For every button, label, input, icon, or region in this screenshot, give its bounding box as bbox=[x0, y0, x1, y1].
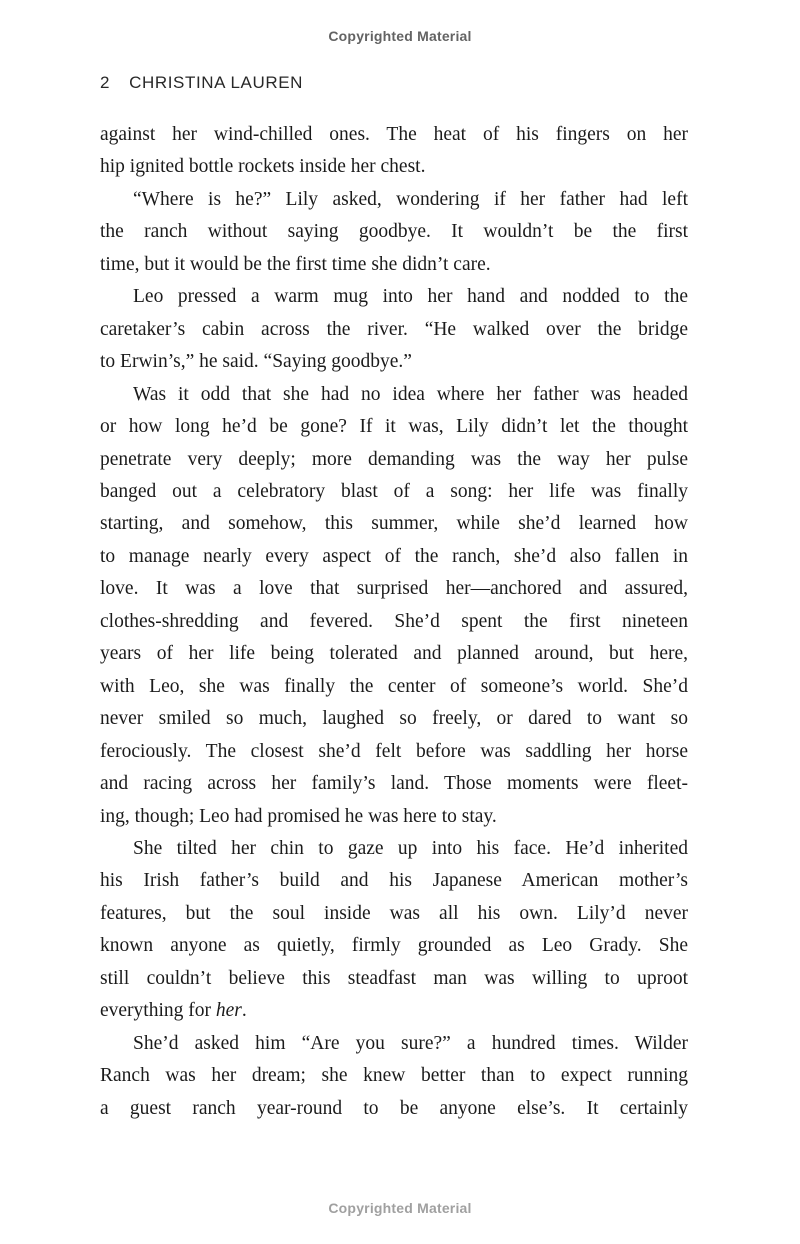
text-segment: the ranch without saying goodbye. It wouldn’t be the first bbox=[100, 221, 688, 243]
text-segment: and racing across her family’s land. Those moments were fleet- bbox=[100, 773, 688, 795]
text-line bbox=[100, 379, 688, 411]
text-line bbox=[100, 508, 688, 540]
text-segment: caretaker’s cabin across the river. “He walked over the bridge bbox=[100, 318, 688, 340]
text-segment: penetrate very deeply; more demanding was the way her pulse bbox=[100, 448, 688, 470]
paragraph bbox=[100, 1028, 688, 1125]
text-line bbox=[100, 865, 688, 897]
italic-text: her bbox=[215, 1000, 242, 1022]
text-line bbox=[100, 314, 688, 346]
text-line bbox=[100, 1060, 688, 1092]
text-segment: Leo pressed a warm mug into her hand and nodded to the bbox=[133, 286, 688, 308]
text-segment: hip ignited bottle rockets inside her chest. bbox=[100, 156, 426, 178]
text-line bbox=[100, 638, 688, 670]
text-line bbox=[100, 346, 688, 378]
copyright-notice-top: Copyrighted Material bbox=[328, 28, 472, 44]
text-line bbox=[100, 768, 688, 800]
text-line bbox=[100, 995, 688, 1027]
text-segment: everything for bbox=[100, 1000, 216, 1022]
text-line bbox=[100, 216, 688, 248]
text-line bbox=[100, 930, 688, 962]
text-line bbox=[100, 898, 688, 930]
paragraph bbox=[100, 833, 688, 1028]
text-segment: never smiled so much, laughed so freely, or dared to want so bbox=[100, 708, 688, 730]
paragraph bbox=[100, 184, 688, 281]
text-line bbox=[100, 119, 688, 151]
body-text bbox=[100, 119, 688, 1125]
text-segment: known anyone as quietly, firmly grounded as Leo Grady. She bbox=[100, 935, 688, 957]
text-segment: his Irish father’s build and his Japanese American mother’s bbox=[100, 870, 688, 892]
text-segment: She’d asked him “Are you sure?” a hundred times. Wilder bbox=[133, 1032, 688, 1054]
text-line bbox=[100, 801, 688, 833]
text-segment: She tilted her chin to gaze up into his face. He’d inherited bbox=[133, 837, 688, 859]
text-line bbox=[100, 476, 688, 508]
paragraph bbox=[100, 281, 688, 378]
text-segment: with Leo, she was finally the center of someone’s world. She’d bbox=[100, 675, 688, 697]
text-line bbox=[100, 606, 688, 638]
paragraph bbox=[100, 119, 688, 184]
text-segment: or how long he’d be gone? If it was, Lily didn’t let the thought bbox=[100, 416, 688, 438]
text-line bbox=[100, 541, 688, 573]
text-line bbox=[100, 281, 688, 313]
text-segment: . bbox=[241, 1000, 247, 1022]
text-segment: “Where is he?” Lily asked, wondering if her father had left bbox=[133, 188, 688, 210]
running-header bbox=[100, 73, 303, 93]
text-line bbox=[100, 184, 688, 216]
text-line bbox=[100, 249, 688, 281]
text-segment: to manage nearly every aspect of the ranch, she’d also fallen in bbox=[100, 545, 688, 567]
text-line bbox=[100, 833, 688, 865]
text-segment: to Erwin’s,” he said. “Saying goodbye.” bbox=[100, 351, 412, 373]
text-segment: years of her life being tolerated and planned around, but here, bbox=[100, 643, 688, 665]
text-line bbox=[100, 573, 688, 605]
copyright-notice-bottom: Copyrighted Material bbox=[328, 1200, 472, 1216]
text-segment: a guest ranch year-round to be anyone else’s. It certainly bbox=[100, 1097, 688, 1119]
text-segment: ing, though; Leo had promised he was here to stay. bbox=[100, 805, 497, 827]
text-line bbox=[100, 1028, 688, 1060]
text-line bbox=[100, 444, 688, 476]
text-line bbox=[100, 151, 688, 183]
text-segment: clothes-shredding and fevered. She’d spent the first nineteen bbox=[100, 610, 688, 632]
text-segment: time, but it would be the first time she didn’t care. bbox=[100, 253, 491, 275]
text-line bbox=[100, 411, 688, 443]
text-segment: love. It was a love that surprised her—anchored and assured, bbox=[100, 578, 688, 600]
text-line bbox=[100, 963, 688, 995]
page-number: 2 bbox=[100, 73, 111, 92]
text-segment: banged out a celebratory blast of a song: her life was finally bbox=[100, 480, 688, 502]
text-segment: features, but the soul inside was all his own. Lily’d never bbox=[100, 902, 688, 924]
text-line bbox=[100, 671, 688, 703]
text-segment: Was it odd that she had no idea where her father was headed bbox=[133, 383, 688, 405]
text-segment: Ranch was her dream; she knew better than to expect running bbox=[100, 1065, 688, 1087]
text-segment: ferociously. The closest she’d felt before was saddling her horse bbox=[100, 740, 688, 762]
text-line bbox=[100, 1093, 688, 1125]
paragraph bbox=[100, 379, 688, 833]
running-header-author: CHRISTINA LAUREN bbox=[129, 73, 304, 92]
text-segment: starting, and somehow, this summer, while she’d learned how bbox=[100, 513, 688, 535]
text-line bbox=[100, 703, 688, 735]
text-segment: still couldn’t believe this steadfast man was willing to uproot bbox=[100, 967, 688, 989]
text-segment: against her wind-chilled ones. The heat of his fingers on her bbox=[100, 124, 688, 145]
text-line bbox=[100, 736, 688, 768]
